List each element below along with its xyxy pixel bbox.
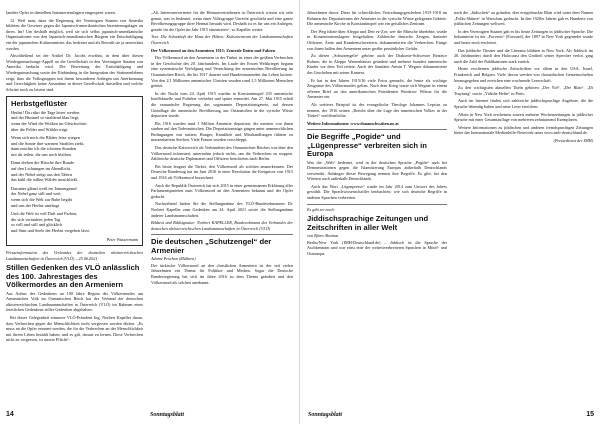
paragraph: Auch im Internet finden sich zahlreiche jiddischsprachige Angebote, die die Sprache lebendig halten und neue Leser erreichen. — [454, 98, 593, 109]
poem-author: Peter Wassermann — [106, 236, 138, 242]
right-page — [300, 0, 600, 424]
caption: Text: Die Schatzhaft der Haus der Höhen; Kulturzentrum der Landsmannschaften Österreich — [151, 34, 293, 45]
right-column-1 — [307, 10, 447, 406]
paragraph: Nachstehend finden Sie die Stellungnahme des VLÖ-Bundesobmannes Dr. Norbert Kapeller zum Gedenken am 24. April 2021 sowie die Stellungnahme anderer Landsmannschaften. — [151, 201, 293, 218]
paragraph: In den Vereinigten Staaten gab es bis heute Zeitungen in jiddischer Sprache. Die bekannteste ist der „Forverts“ (Forward), der 1897 in New York gegründet wurde und heute noch erscheint. — [454, 28, 593, 45]
paragraph: Als weiteres Beispiel ist der evangelische Theologe Johannes Lepsius zu nennen, der 1916 seinen „Bericht über die Lage des armenischen Volkes in der Türkei“ veröffentlichte. — [307, 101, 447, 119]
poem-body — [11, 110, 138, 234]
paragraph: Auch das Wort „Lügenpresse“ wurde im Jahr 2014 zum Unwort des Jahres gewählt. Die Sprachwissenschaftler beobachten, wie sich deutsche Begriffe in anderen Sprachen verbreiten. — [307, 183, 447, 201]
left-column-2 — [151, 10, 293, 406]
byline: von Björn Akstinat — [307, 233, 339, 239]
masthead-logo: Sonntagsblatt — [150, 412, 185, 418]
article-headline: Die Begriffe „Pogide“ und „Lügenpresse“ verbreiten sich in Europa — [307, 132, 427, 159]
paragraph: Berlin/New York (IMH-Deutschland.de) – Jiddisch ist die Sprache der Aschkenasim und war einst eine der weitestverbreiteten Sprachen in Mittel- und Osteuropa. — [307, 239, 447, 256]
page-number: 14 — [6, 411, 14, 418]
right-column-2 — [454, 10, 593, 406]
paragraph: Was die „Welt“ bedeutet, wird in der deutschen Sprache „Pogide“ nach bei Demonstrationen gegen die Islamisierung Europas außerhalb Deutschlands verwendet. Anhänger dieser Bewegung nennen ihre Begriffe. Es gibt, bei den Wörtern auch außerhalb Deutschlands. — [307, 159, 447, 182]
paragraph: Auch die Republik Österreich hat sich 2015 in einer gemeinsamen Erklärung aller Parlamentsparteien zum Völkermord an den Armeniern bekannt und der Opfer gedacht. — [151, 182, 293, 199]
paragraph: 12. Weil man, dazu die Regierung der Vereinigten Staaten von Amerika bildeten die Gesetzes gegen die Japanisch-amerikanischen Internierungslager an ihren. Im? Um deshalb möglich, weil sie sich selbst japanisch-amerikanische Organisationen von den Japanisch-amerikanischen Bürgern ein Entschuldigung ein der japanischen Kulturminister, das bedeutet und als Bewußt sie ja unterstützt worden. — [6, 17, 143, 51]
poem-stanza: Wenn sich noch die Blätter leise wiegen und die Sonne ihre warmen Strahlen zieht, dann möchte ich die schönen Stunden mit dir teilen, die uns noch bleiben. — [11, 135, 85, 157]
paragraph: Er hat in den Jahren 1915/16 viele Fotos gemacht, die heute als wichtige Zeugnisse des Völkermordes gelten. Nach dem Krieg setzte sich Wegner in einem offenen Brief an den amerikanischen Präsidenten Woodrow Wilson für die Armenier ein. — [307, 77, 447, 100]
press-kicker: Presseinformation des Verbandes der deutschen altösterreichischen Landsmannschaften in Österreich (VLÖ) – 25.06.2021 — [6, 250, 143, 261]
masthead-logo: Sonntagsblatt — [308, 412, 343, 418]
article-headline: Die deutschen „Schutzengel“ der Armenier — [151, 237, 272, 255]
paragraph: Aus Anlass des Gedenkens an 100 Jahre Beginn des Völkermordes am Armenischen Volk im Osmanischen Reich hat der Verband der deutschen altösterreichischen Landsmannschaften in Österreich (VLÖ) im Rahmen eines feierlichen Gedenkens stilles Gedenken abgehalten. — [6, 290, 143, 313]
paragraph: Bis 1916 wurden rund 1 Million Armenier deportiert, die meisten von ihnen starben auf den Todesmärschen. Die Deportationszüge gingen unter unmenschlichen Bedingungen von statten; Hunger, Krankheit und Misshandlungen führten zu massenhaftem Sterben. Viele Frauen wurden verschleppt. — [151, 120, 293, 143]
poem-stanza: Darunter glänzt weiß im Tannengrund der Nebel ganz still und weit, wenn sich die Welt zur Ruhe begibt und uns der Herbst umfängt. — [11, 185, 77, 208]
poem-stanza: Herbst! Du rührt die Tage leiser werden und der Himmel so strahlend blau liegt, wenn der Wind die Wolken im Gleichschritt über die Felder und Wälder trägt. — [11, 109, 87, 132]
paragraph: Der türkische Völkermord an den christlichen Armeniern ist der seit vielen Jahrzehnten ein Thema für Politiker und Medien. Sogar die Deutsche Bundesregierung hat sich im Jahre 2016 zu dem Thema geäußert und den Völkermord als solchen anerkannt. — [151, 262, 293, 285]
paragraph: nach die „Jüdischen“ zu gründen, dies erstgedruckte Blatt wird unter dem Namen „Folks-Shtime“ in Warschau gedruckt. In den 1920er Jahren gab es Hunderte von jiddischen Zeitungen weltweit. — [454, 10, 593, 27]
paragraph: Heute erscheinen jiddische Zeitschriften vor allem in den USA, Israel, Frankreich und Belgien. Viele davon werden von chassidischen Gemeinschaften herausgegeben und erreichen eine wachsende Leserschaft. — [454, 66, 593, 83]
paragraph: Das jiddische Theater und die Literatur blühten in New York. Als Jiddisch im 20. Jahrhundert durch den Holocaust den Großteil seiner Sprecher verlor, ging auch die Zahl der Publikationen stark zurück. — [454, 47, 593, 64]
caption: Bildtext und Bildsignatur: Norbert KAPELLER, Bundesobmann des Verbandes der deutschen altösterreichischen Landsmannschaften in Österreich (VLÖ) — [151, 220, 293, 231]
paragraph: Zu den wichtigsten aktuellen Titeln gehören „Der Yid“, „Der Blatt“, „Di Tsaytung“ sowie „Yidishe Heftn“ in Paris. — [454, 85, 593, 96]
paragraph: Der Weg führte über Aleppo und Deir ez-Zor; wer die Märsche überlebte, wurde in Konzentrationslagern festgehalten. Zahlreiche deutsche Zeugen, darunter Offiziere, Ärzte und Krankenschwestern, dokumentierten die Verbrechen. Einige von ihnen halfen den Armeniern unter großer persönlicher Gefahr. — [307, 28, 447, 51]
info-link: Weitere Informationen: www.donauschwaben.ne.at — [307, 120, 399, 126]
paragraph: Iandete Opfer in denselben Interniertenslagern eingesperrt waren. — [6, 10, 116, 15]
paragraph: Zu diesen „Schutzengeln“ gehörte auch der Diakonie-Schwester Beatrice Rohner, die in Aleppo Waisenhäuser gründete und mehrere hundert armenische Kinder vor dem Tod rettete. Auch der Sanitäter Armin T. Wegner dokumentierte das Geschehen mit seiner Kamera. — [307, 53, 447, 75]
paragraph: Das deutsche Kaiserreich als Verbündeter des Osmanischen Reiches war über den Völkermord informiert, unternahm jedoch nichts, um die Verbrechen zu stoppen. Zahlreiche deutsche Diplomaten und Offiziere berichteten nach Berlin. — [151, 145, 293, 162]
poem-stanza: Dann drehen die Hirsche ihre Runde auf den Lichtungen im Abendlicht, und der Nebel steigt aus den Tälern das kühl die stillen Wälder umschließt. — [11, 160, 78, 183]
page-number: 15 — [586, 411, 594, 418]
paragraph: In der Nacht vom 24. April 1915 wurden in Konstantinopel 235 armenische Intellektuelle und Politiker verhaftet und später ermordet. Am 27. Mai 1915 erließ die osmanische Regierung das sogenannte Deportationsgesetz, auf dessen Grundlage die armenische Bevölkerung aus Ostanatolien in die syrische Wüste deportiert wurde. — [151, 90, 293, 119]
paragraph: Bei dieser Gelegenheit erinnerte VLÖ-Präsident Ing. Norbert Kapeller daran, dass Verbrechen gegen die Menschlichkeit nicht vergessen werden dürfen. „Es muss an die Opfer erinnert werden, die für die Verbrechen an der Menschlichkeit mit ihrem Leben bezahlt haben, und es gilt, daraus zu lernen. Diese Verbrechen nicht zu vergessen, ist unsere Pflicht“. — [6, 314, 143, 343]
paragraph: Jahrzehnten davor. Diese für schreckliches Vertreibungsgeschehen 1915-1918 im Rahmen der Deportationen der Armenier in die syrische Wüste gelegenen Gebiete. Die armenische Kirche in Konstantinopel war ein geistliches Zentrum. — [307, 10, 447, 27]
paragraph: „Als Interessenvertreter für die Heimatvertriebenen in Österreich wissen wir sehr genau, was es bedeutet, wenn einer Volksgruppe Unrecht geschieht und eine ganze Bevölkerungsgruppe ihrer Heimat beraubt wird. Deshalb ist es für uns ein Anliegen, gerade für die Opfer im Jahr 1915 einzutreten“, so Kapeller weiter. — [151, 10, 293, 32]
article-headline: Jiddischsprachige Zeitungen und Zeitschriften in aller Welt — [307, 214, 429, 232]
divider — [307, 204, 447, 205]
subheading: Der Völkermord an den Armeniern 1915: Zentrale Daten und Fakten — [151, 47, 275, 53]
poem-stanza: Und die Welt ist voll Duft und Farben, die sich verändern jeden Tag so voll und still und glücklich und Sinn und Seele der Herbst vergehen lässt. — [11, 211, 90, 233]
kicker: Es gibt sie noch: — [307, 206, 336, 212]
byline: Adame Peschon (Müllnen) — [151, 256, 196, 262]
paragraph: Der Völkermord an den Armeniern in der Türkei ist eines der größten Verbrechen in der Geschichte des 20. Jahrhunderts. Im Laufe des Ersten Weltkrieges begann eine systematische Verfolgung und Vernichtung der armenischen Bevölkerung im Osmanischen Reich, die bis 1917 dauerte und Hunderttausenden das Leben kostete. Von den 2,1 Millionen armenischer Christen wurden rund 1,5 Millionen Menschen getötet. — [151, 55, 293, 89]
poem-title: Herbstgeflüster — [11, 99, 68, 109]
source-note: (Pressedienst der IMH) — [553, 137, 593, 143]
left-column-1 — [6, 10, 143, 406]
article-headline: Stillen Gedenken des VLÖ anlässlich des 100. Jahrestages des Völkermordes an den Armeniern — [6, 263, 140, 290]
paragraph: Abschließend sei der Artikel Dr. Jacobs erwähnt, in dem über diesen Wiedergutmachungs-Appell an die Gesellschaft in den Vereinigten Staaten von Amerika bedacht wird. Die Bewertung der Entschädigung und Wiedergutmachung sowie der Einbindung in die Integration des Stationenlebens zeigt, dass die Volksgruppen mit ihrem besonderen Anliegen um Anerkennung und Gerechtigkeit keine Ausnahme in dieser Gesellschaft darstellen und welche Schritte noch zu leisten sind. — [6, 53, 143, 92]
paragraph: Bis heute leugnet die Türkei, den Völkermord als solchen anzuerkennen. Der Deutsche Bundestag hat im Juni 2016 in einer Resolution die Ereignisse von 1915 und 1916 als Völkermord bezeichnet. — [151, 163, 293, 181]
paragraph: Weitere Informationen zu jiddischen und anderen fremdsprachigen Zeitungen bietet das Internationale Medienhilfe-Netzwerk unter www.imh-deutschland.de. — [454, 124, 593, 136]
paragraph: Allein in New York erscheinen zurzeit mehrere Wochenzeitungen in jiddischer Sprache mit einer Gesamtauflage von mehreren zehntausend Exemplaren. — [454, 111, 593, 123]
divider — [151, 234, 293, 235]
divider — [307, 129, 447, 130]
poem-box — [6, 96, 143, 246]
